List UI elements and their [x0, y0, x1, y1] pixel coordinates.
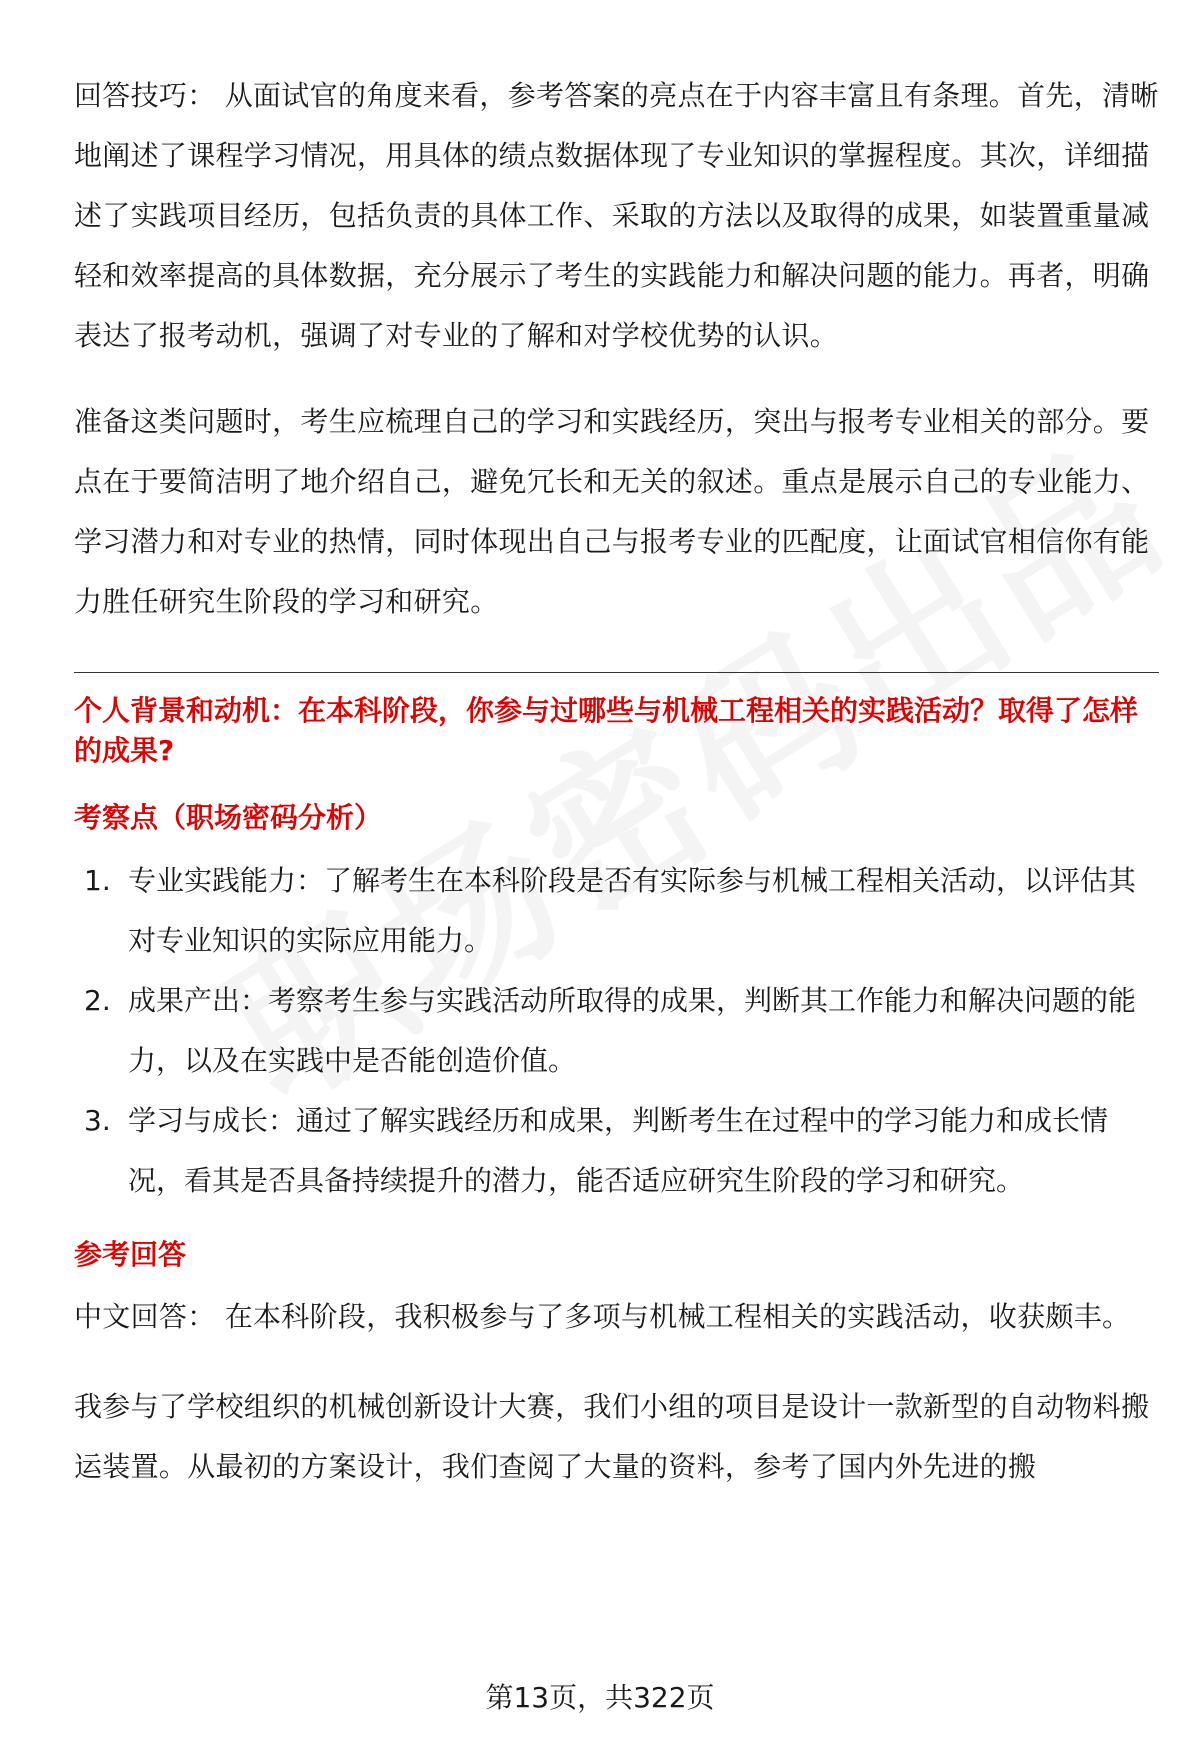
list-item-number: 2. — [84, 984, 111, 1017]
list-item — [74, 971, 1159, 1091]
list-item-text: 学习与成长：通过了解实践经历和成果，判断考生在过程中的学习能力和成长情况，看其是否具备持续提升的潜力，能否适应研究生阶段的学习和研究。 — [128, 1104, 1109, 1197]
section-divider — [74, 672, 1159, 673]
reference-answer-heading: 参考回答 — [74, 1238, 187, 1271]
answer-paragraph: 我参与了学校组织的机械创新设计大赛，我们小组的项目是设计一款新型的自动物料搬运装置。从最初的方案设计，我们查阅了大量的资料，参考了国内外先进的搬 — [74, 1390, 1150, 1483]
list-item-text: 专业实践能力：了解考生在本科阶段是否有实际参与机械工程相关活动，以评估其对专业知识的实际应用能力。 — [128, 864, 1137, 957]
answer-tips-paragraph: 回答技巧： 从面试官的角度来看，参考答案的亮点在于内容丰富且有条理。首先，清晰地阐述了课程学习情况，用具体的绩点数据体现了专业知识的掌握程度。其次，详细描述了实践项目经历，包括负责的具体工作、采取的方法以及取得的成果，如装置重量减轻和效率提高的具体数据，充分展示了考生的实践能力和解决问题的能力。再者，明确表达了报考动机，强调了对专业的了解和对学校优势的认识。 — [74, 79, 1159, 352]
question-title: 个人背景和动机：在本科阶段，你参与过哪些与机械工程相关的实践活动？取得了怎样的成果? — [74, 694, 1139, 767]
page-number-footer: 第13页，共322页 — [485, 1681, 715, 1714]
page-content — [74, 66, 1159, 1497]
list-item-number: 3. — [84, 1104, 111, 1137]
assessment-points-heading: 考察点（职场密码分析） — [74, 801, 383, 834]
preparation-paragraph: 准备这类问题时，考生应梳理自己的学习和实践经历，突出与报考专业相关的部分。要点在于要简洁明了地介绍自己，避免冗长和无关的叙述。重点是展示自己的专业能力、学习潜力和对专业的热情，同时体现出自己与报考专业的匹配度，让面试官相信你有能力胜任研究生阶段的学习和研究。 — [74, 405, 1150, 618]
list-item-number: 1. — [84, 864, 111, 897]
list-item — [74, 1091, 1159, 1211]
answer-paragraph: 中文回答： 在本科阶段，我积极参与了多项与机械工程相关的实践活动，收获颇丰。 — [74, 1300, 1131, 1333]
assessment-points-list — [74, 851, 1159, 1211]
list-item-text: 成果产出：考察考生参与实践活动所取得的成果，判断其工作能力和解决问题的能力，以及在实践中是否能创造价值。 — [128, 984, 1137, 1077]
list-item — [74, 851, 1159, 971]
